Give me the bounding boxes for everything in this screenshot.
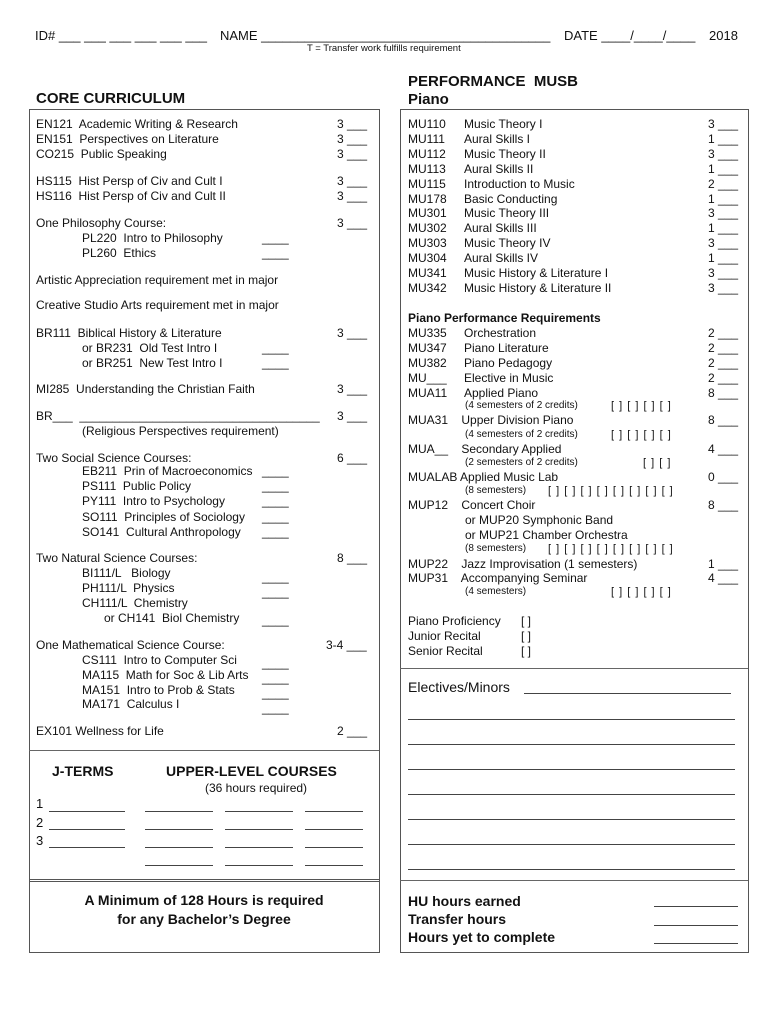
br-elective-credits[interactable]: 3 ___ — [337, 409, 368, 423]
music-course-credits[interactable]: 3 ___ — [708, 206, 739, 221]
ma171-blank[interactable]: ____ — [262, 701, 289, 715]
hours-divider — [400, 880, 748, 881]
br231-row: or BR231 Old Test Intro I — [82, 341, 218, 355]
minimum-line1: A Minimum of 128 Hours is required — [84, 892, 324, 908]
piano-req-credits[interactable]: 2 ___ — [708, 371, 739, 385]
music-course-row: MU302 Aural Skills III — [408, 221, 537, 236]
transfer-note: T = Transfer work fulfills requirement — [307, 43, 461, 54]
upper-subtitle: (36 hours required) — [205, 781, 308, 795]
so141-row: SO141 Cultural Anthropology — [82, 525, 241, 539]
perf-subtitle: Piano — [408, 91, 449, 108]
mua-row: MUA__ Secondary Applied — [408, 442, 562, 456]
mua31-credits[interactable]: 8 ___ — [708, 413, 739, 427]
music-course-row: MU304 Aural Skills IV — [408, 251, 539, 266]
ch-blank[interactable]: ____ — [262, 613, 289, 627]
bi111-row: BI111/L Biology — [82, 566, 171, 580]
so141-blank[interactable]: ____ — [262, 525, 289, 539]
mup12-row: MUP12 Concert Choir — [408, 498, 536, 512]
mua31-sub: (4 semesters of 2 credits) — [465, 429, 578, 440]
mua-boxes[interactable]: [ ] [ ] — [643, 457, 672, 469]
mua11-sub: (4 semesters of 2 credits) — [465, 400, 578, 411]
hours-remaining-label: Hours yet to complete — [408, 929, 556, 945]
mua31-boxes[interactable]: [ ] [ ] [ ] [ ] — [611, 429, 672, 441]
co215-row: CO215 Public Speaking — [36, 147, 167, 161]
ma151-blank[interactable]: ____ — [262, 686, 289, 700]
mup31-row: MUP31 Accompanying Seminar — [408, 571, 588, 585]
mi285-credits[interactable]: 3 ___ — [337, 382, 368, 396]
music-course-credits[interactable]: 3 ___ — [708, 236, 739, 251]
mua-credits[interactable]: 4 ___ — [708, 442, 739, 456]
piano-req-credits[interactable]: 2 ___ — [708, 326, 739, 340]
music-course-row: MU303 Music Theory IV — [408, 236, 551, 251]
electives-line[interactable] — [408, 744, 735, 745]
upper-line[interactable] — [145, 811, 213, 812]
br251-row: or BR251 New Test Intro I — [82, 356, 223, 370]
br231-blank[interactable]: ____ — [262, 341, 289, 355]
piano-req-row: MU___ Elective in Music — [408, 371, 554, 385]
music-course-credits[interactable]: 3 ___ — [708, 146, 739, 161]
ex101-credits[interactable]: 2 ___ — [337, 724, 368, 738]
upper-title: UPPER-LEVEL COURSES — [166, 763, 337, 779]
music-course-credits[interactable]: 1 ___ — [708, 221, 739, 236]
mup20-row: or MUP20 Symphonic Band — [465, 513, 614, 527]
mua31-row: MUA31 Upper Division Piano — [408, 413, 574, 427]
transfer-hours-label: Transfer hours — [408, 911, 507, 927]
music-course-credits[interactable]: 2 ___ — [708, 176, 739, 191]
en121-row: EN121 Academic Writing & Research — [36, 117, 238, 131]
upper-line[interactable] — [305, 847, 363, 848]
junior-recital-checkbox[interactable]: [ ] — [521, 629, 532, 643]
ph111-blank[interactable]: ____ — [262, 585, 289, 599]
pl220-blank[interactable]: ____ — [262, 231, 289, 245]
math-credits[interactable]: 3-4 ___ — [326, 638, 367, 652]
music-course-credits[interactable]: 3 ___ — [708, 280, 739, 295]
ps111-row: PS111 Public Policy — [82, 479, 191, 493]
mup12-credits[interactable]: 8 ___ — [708, 498, 739, 512]
music-course-credits[interactable]: 1 ___ — [708, 251, 739, 266]
name-field[interactable]: NAME ________________________________________ — [220, 28, 551, 43]
mua11-boxes[interactable]: [ ] [ ] [ ] [ ] — [611, 400, 672, 412]
senior-recital-checkbox[interactable]: [ ] — [521, 644, 532, 658]
upper-line[interactable] — [305, 865, 363, 866]
piano-req-row: MU335 Orchestration — [408, 326, 537, 340]
perf-divider — [400, 668, 748, 669]
upper-line[interactable] — [305, 829, 363, 830]
music-course-row: MU110 Music Theory I — [408, 117, 543, 131]
music-course-credits[interactable]: 1 ___ — [708, 161, 739, 176]
eb211-row: EB211 Prin of Macroeconomics — [82, 464, 253, 478]
ch141-row: or CH141 Biol Chemistry — [104, 611, 240, 625]
year: 2018 — [709, 28, 738, 43]
jterms-title: J-TERMS — [52, 763, 114, 779]
mup31-sub: (4 semesters) — [465, 586, 527, 597]
piano-req-row: MU347 Piano Literature — [408, 341, 549, 355]
mup22-credits[interactable]: 1 ___ — [708, 557, 739, 571]
cs111-blank[interactable]: ____ — [262, 656, 289, 670]
jterm-3-line[interactable] — [49, 847, 125, 848]
music-course-row: MU112 Music Theory II — [408, 146, 546, 161]
piano-req-title: Piano Performance Requirements — [408, 311, 601, 325]
so111-row: SO111 Principles of Sociology — [82, 510, 245, 524]
mua-sub: (2 semesters of 2 credits) — [465, 457, 578, 468]
minimum-line2: for any Bachelor’s Degree — [117, 911, 291, 927]
upper-line[interactable] — [225, 811, 293, 812]
mi285-row: MI285 Understanding the Christian Faith — [36, 382, 255, 396]
ma151-row: MA151 Intro to Prob & Stats — [82, 683, 235, 697]
religious-note: (Religious Perspectives requirement) — [82, 424, 279, 438]
electives-title: Electives/Minors — [408, 679, 510, 695]
mup12-boxes[interactable]: [ ] [ ] [ ] [ ] [ ] [ ] [ ] [ ] — [548, 543, 674, 555]
br111-row: BR111 Biblical History & Literature — [36, 326, 222, 340]
ex101-row: EX101 Wellness for Life — [36, 724, 164, 738]
hours-remaining-line[interactable] — [654, 943, 738, 944]
mup21-row: or MUP21 Chamber Orchestra — [465, 528, 628, 542]
mup22-row: MUP22 Jazz Improvisation (1 semesters) — [408, 557, 638, 571]
date-field[interactable]: DATE ____/____/____ — [564, 28, 696, 43]
mup31-boxes[interactable]: [ ] [ ] [ ] [ ] — [611, 586, 672, 598]
music-course-credits[interactable]: 1 ___ — [708, 191, 739, 206]
ma115-row: MA115 Math for Soc & Lib Arts — [82, 668, 249, 682]
cs111-row: CS111 Intro to Computer Sci — [82, 653, 237, 667]
py111-blank[interactable]: ____ — [262, 494, 289, 508]
mup31-credits[interactable]: 4 ___ — [708, 571, 739, 585]
electives-line[interactable] — [408, 869, 735, 870]
natural-credits[interactable]: 8 ___ — [337, 551, 368, 565]
ph111-row: PH111/L Physics — [82, 581, 175, 595]
music-course-credits[interactable]: 1 ___ — [708, 131, 739, 146]
bi111-blank[interactable]: ____ — [262, 570, 289, 584]
pl220-row: PL220 Intro to Philosophy — [82, 231, 223, 245]
electives-line[interactable] — [524, 693, 731, 694]
piano-proficiency-checkbox[interactable]: [ ] — [521, 614, 532, 628]
electives-line[interactable] — [408, 819, 735, 820]
music-course-row: MU115 Introduction to Music — [408, 176, 575, 191]
social-label: Two Social Science Courses: — [36, 451, 192, 465]
eb211-blank[interactable]: ____ — [262, 464, 289, 478]
electives-line[interactable] — [408, 794, 735, 795]
co215-credits[interactable]: 3 ___ — [337, 147, 368, 161]
music-course-row: MU113 Aural Skills II — [408, 161, 534, 176]
mualab-row: MUALAB Applied Music Lab — [408, 470, 559, 484]
py111-row: PY111 Intro to Psychology — [82, 494, 225, 508]
piano-req-credits[interactable]: 2 ___ — [708, 356, 739, 370]
mup12-sub: (8 semesters) — [465, 543, 527, 554]
hu-hours-label: HU hours earned — [408, 893, 521, 909]
upper-line[interactable] — [225, 847, 293, 848]
en151-credits[interactable]: 3 ___ — [337, 132, 368, 146]
piano-req-row: MUA11 Applied Piano — [408, 386, 539, 400]
ps111-blank[interactable]: ____ — [262, 479, 289, 493]
so111-blank[interactable]: ____ — [262, 510, 289, 524]
transfer-hours-line[interactable] — [654, 925, 738, 926]
mualab-credits[interactable]: 0 ___ — [708, 470, 739, 484]
jterm-1-line[interactable] — [49, 811, 125, 812]
music-course-row: MU342 Music History & Literature II — [408, 280, 612, 295]
ma171-row: MA171 Calculus I — [82, 697, 180, 711]
piano-req-credits[interactable]: 8 ___ — [708, 386, 739, 400]
piano-proficiency-label: Piano Proficiency — [408, 614, 501, 628]
ch111-row: CH111/L Chemistry — [82, 596, 188, 610]
ma115-blank[interactable]: ____ — [262, 671, 289, 685]
upper-line[interactable] — [145, 865, 213, 866]
music-course-row: MU111 Aural Skills I — [408, 131, 531, 146]
upper-line[interactable] — [145, 829, 213, 830]
music-course-credits[interactable]: 3 ___ — [708, 266, 739, 280]
upper-line[interactable] — [305, 811, 363, 812]
jterm-2-label: 2 — [36, 815, 44, 830]
mualab-sub: (8 semesters) — [465, 485, 527, 496]
jterm-3-label: 3 — [36, 833, 44, 848]
pl260-blank[interactable]: ____ — [262, 246, 289, 260]
piano-req-credits[interactable]: 2 ___ — [708, 341, 739, 355]
philosophy-credits[interactable]: 3 ___ — [337, 216, 368, 230]
perf-title: PERFORMANCE MUSB — [408, 73, 579, 90]
pl260-row: PL260 Ethics — [82, 246, 157, 260]
hs115-row: HS115 Hist Persp of Civ and Cult I — [36, 174, 223, 188]
electives-line[interactable] — [408, 719, 735, 720]
music-course-row: MU178 Basic Conducting — [408, 191, 558, 206]
br-elective-row[interactable]: BR___ ____________________________________ — [36, 409, 320, 423]
hs116-row: HS116 Hist Persp of Civ and Cult II — [36, 189, 226, 203]
core-divider — [29, 750, 379, 751]
en121-credits[interactable]: 3 ___ — [337, 117, 368, 131]
upper-line[interactable] — [225, 865, 293, 866]
core-title: CORE CURRICULUM — [36, 90, 186, 107]
senior-recital-label: Senior Recital — [408, 644, 483, 658]
junior-recital-label: Junior Recital — [408, 629, 481, 643]
electives-line[interactable] — [408, 844, 735, 845]
br251-blank[interactable]: ____ — [262, 356, 289, 370]
social-credits[interactable]: 6 ___ — [337, 451, 368, 465]
upper-line[interactable] — [145, 847, 213, 848]
philosophy-label: One Philosophy Course: — [36, 216, 167, 230]
creative-note: Creative Studio Arts requirement met in major — [36, 298, 279, 312]
music-course-row: MU341 Music History & Literature I — [408, 266, 609, 280]
artistic-note: Artistic Appreciation requirement met in major — [36, 273, 279, 287]
electives-line[interactable] — [408, 769, 735, 770]
jterm-2-line[interactable] — [49, 829, 125, 830]
math-label: One Mathematical Science Course: — [36, 638, 225, 652]
natural-label: Two Natural Science Courses: — [36, 551, 198, 565]
en151-row: EN151 Perspectives on Literature — [36, 132, 219, 146]
piano-req-row: MU382 Piano Pedagogy — [408, 356, 553, 370]
music-course-credits[interactable]: 3 ___ — [708, 117, 739, 131]
id-field[interactable]: ID# ___ ___ ___ ___ ___ ___ — [35, 28, 208, 43]
br111-credits[interactable]: 3 ___ — [337, 326, 368, 340]
music-course-row: MU301 Music Theory III — [408, 206, 550, 221]
upper-line[interactable] — [225, 829, 293, 830]
jterm-1-label: 1 — [36, 796, 44, 811]
mualab-boxes[interactable]: [ ] [ ] [ ] [ ] [ ] [ ] [ ] [ ] — [548, 485, 674, 497]
hs115-credits[interactable]: 3 ___ — [337, 174, 368, 188]
hs116-credits[interactable]: 3 ___ — [337, 189, 368, 203]
hu-hours-line[interactable] — [654, 906, 738, 907]
